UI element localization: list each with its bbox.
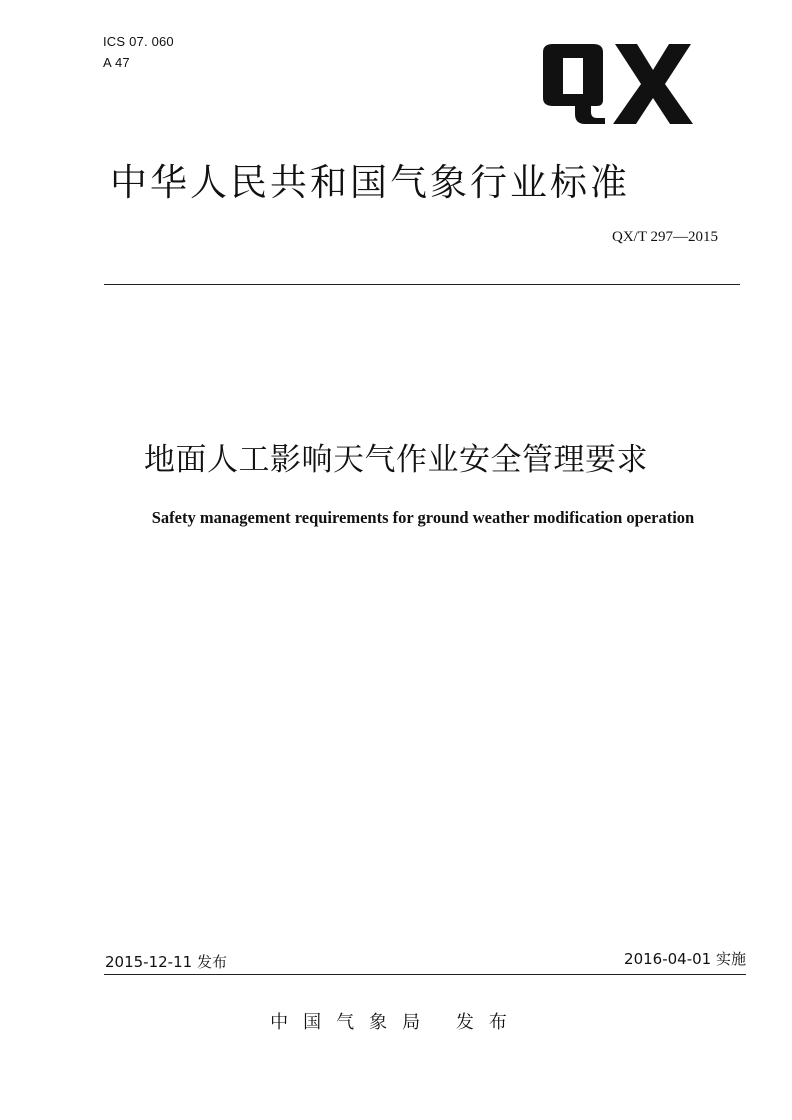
qx-logo [535, 40, 697, 132]
document-title-english: Safety management requirements for ground weather modification operation [151, 508, 695, 527]
implementation-date: 2016-04-01 实施 [624, 950, 746, 968]
bottom-divider [104, 974, 746, 975]
issuing-authority: 中国气象局 发布 [270, 1012, 522, 1033]
document-title-chinese: 地面人工影响天气作业安全管理要求 [144, 442, 648, 478]
top-divider [104, 284, 740, 285]
standard-category-title: 中华人民共和国气象行业标准 [110, 161, 630, 204]
standard-number: QX/T 297—2015 [612, 229, 718, 245]
ics-code: ICS 07. 060 [103, 34, 174, 49]
classification-code: A 47 [103, 55, 130, 70]
publish-date: 2015-12-11 发布 [105, 953, 227, 971]
